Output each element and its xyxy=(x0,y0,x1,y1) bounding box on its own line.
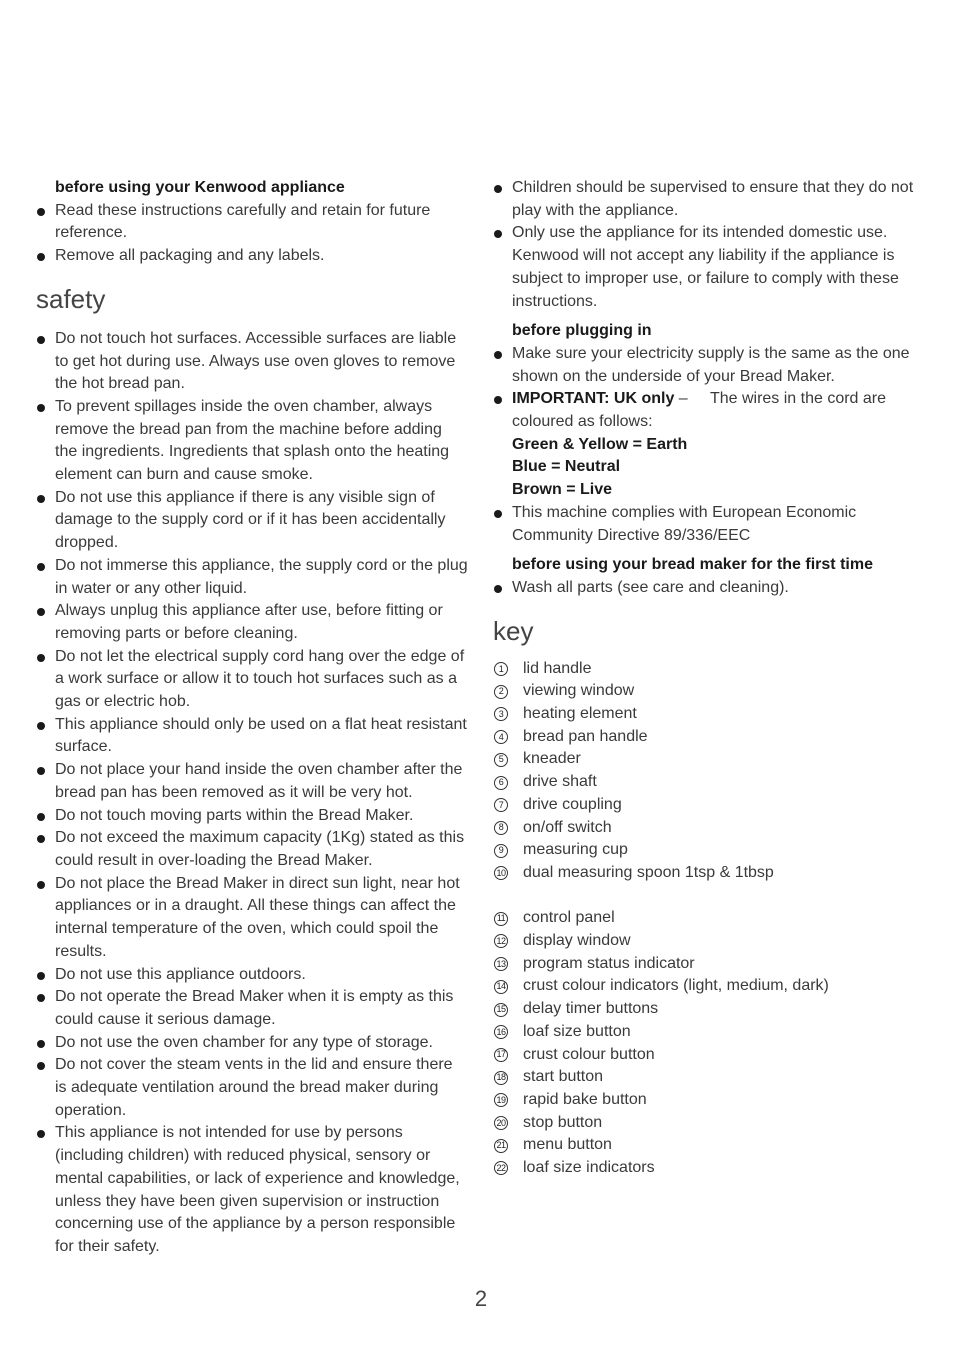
list-item xyxy=(493,222,925,313)
key-number-icon: 13 xyxy=(494,957,508,971)
key-number-icon: 10 xyxy=(494,866,508,880)
key-label: control panel xyxy=(523,909,615,927)
key-number-icon: 16 xyxy=(494,1025,508,1039)
first-time-heading: before using your bread maker for the first time xyxy=(512,556,873,574)
bullet-icon xyxy=(37,563,45,571)
bullet-icon xyxy=(37,972,45,980)
key-number-icon: 17 xyxy=(494,1048,508,1062)
bullet-icon xyxy=(37,835,45,843)
bullet-icon xyxy=(37,722,45,730)
list-item-text: Do not cover the steam vents in the lid and ensure there is adequate ventilation around the bread maker during operation. xyxy=(55,1056,453,1119)
key-label: viewing window xyxy=(523,682,635,700)
list-item-text: Do not touch hot surfaces. Accessible surfaces are liable to get hot during use. Always use oven gloves to remove the hot bread pan. xyxy=(55,329,457,393)
bullet-icon xyxy=(37,608,45,616)
key-item xyxy=(493,862,925,885)
key-item xyxy=(493,703,925,726)
key-number-icon: 4 xyxy=(494,730,508,744)
bullet-icon xyxy=(37,767,45,775)
key-number-icon: 1 xyxy=(494,662,508,676)
key-item xyxy=(493,726,925,749)
key-number-icon: 5 xyxy=(494,753,508,767)
key-label: lid handle xyxy=(523,659,592,677)
safety-list xyxy=(36,328,468,1259)
key-number-icon: 20 xyxy=(494,1116,508,1130)
list-item xyxy=(36,487,468,555)
bullet-icon xyxy=(494,396,502,404)
key-label: stop button xyxy=(523,1113,603,1131)
list-item xyxy=(36,396,468,487)
key-label: program status indicator xyxy=(523,954,695,972)
key-number-icon: 2 xyxy=(494,685,508,699)
important-dash: – xyxy=(674,390,688,408)
wire-live: Brown = Live xyxy=(512,481,613,499)
key-number-icon: 21 xyxy=(494,1139,508,1153)
bullet-icon xyxy=(37,253,45,261)
list-item-text: Do not place the Bread Maker in direct sun light, near hot appliances or in a draught. All these things can affect the internal temperature of the oven, which could spoil the results. xyxy=(55,874,460,960)
key-list-gap xyxy=(493,885,925,908)
list-item-text: Read these instructions carefully and retain for future reference. xyxy=(55,201,431,242)
key-item xyxy=(493,1021,925,1044)
key-number-icon: 3 xyxy=(494,707,508,721)
bullet-icon xyxy=(494,351,502,359)
bullet-icon xyxy=(494,510,502,518)
intro-heading: before using your Kenwood appliance xyxy=(55,179,345,196)
key-label: bread pan handle xyxy=(523,727,648,745)
bullet-icon xyxy=(494,230,502,238)
key-item xyxy=(493,975,925,998)
bullet-icon xyxy=(37,654,45,662)
key-label: crust colour button xyxy=(523,1045,655,1063)
key-item xyxy=(493,748,925,771)
list-item-text: Remove all packaging and any labels. xyxy=(55,247,325,265)
key-label: measuring cup xyxy=(523,841,628,859)
key-item xyxy=(493,953,925,976)
key-label: rapid bake button xyxy=(523,1091,647,1108)
key-label: crust colour indicators (light, medium, dark) xyxy=(523,977,829,995)
key-label: drive coupling xyxy=(523,795,622,813)
key-number-icon: 22 xyxy=(494,1161,508,1175)
key-label: loaf size button xyxy=(523,1022,631,1040)
bullet-icon xyxy=(37,1130,45,1138)
list-item-text: Do not immerse this appliance, the supply cord or the plug in water or any other liquid. xyxy=(55,556,468,597)
list-item-text: This appliance should only be used on a flat heat resistant surface. xyxy=(55,715,467,756)
bullet-icon xyxy=(37,404,45,412)
list-item-text: Do not operate the Bread Maker when it is empty as this could cause it serious damage. xyxy=(55,988,454,1028)
list-item xyxy=(493,388,925,433)
key-item xyxy=(493,839,925,862)
key-item xyxy=(493,1134,925,1157)
key-number-icon: 18 xyxy=(494,1071,508,1085)
list-item xyxy=(36,600,468,645)
list-item xyxy=(36,986,468,1031)
key-item xyxy=(493,1044,925,1067)
safety-title: safety xyxy=(36,283,106,314)
list-item xyxy=(36,555,468,600)
list-item-text: Do not use this appliance outdoors. xyxy=(55,965,306,983)
bullet-icon xyxy=(37,1062,45,1070)
key-list xyxy=(493,658,925,885)
list-item xyxy=(493,577,925,600)
list-item-text: This appliance is not intended for use by persons (including children) with reduced physical, sensory or mental capabilities, or lack of experience and knowledge, unless they have been given supervision or instruction concerning use of the appliance by a person responsible for their safety. xyxy=(55,1124,460,1255)
list-item xyxy=(36,964,468,987)
key-number-icon: 12 xyxy=(494,934,508,948)
key-title: key xyxy=(493,615,534,646)
bullet-icon xyxy=(37,813,45,821)
left-column xyxy=(36,177,468,1259)
key-number-icon: 8 xyxy=(494,821,508,835)
important-label: IMPORTANT: UK only xyxy=(512,390,675,408)
key-label: on/off switch xyxy=(523,818,612,836)
list-item xyxy=(36,245,468,268)
key-item xyxy=(493,771,925,794)
list-item xyxy=(36,714,468,759)
key-item xyxy=(493,1112,925,1135)
bullet-icon xyxy=(37,1040,45,1048)
key-label: display window xyxy=(523,932,631,950)
key-list xyxy=(493,907,925,1179)
list-item-text: To prevent spillages inside the oven chamber, always remove the bread pan from the machine before adding the ingredients. Ingredients that splash onto the heating element can burn and cause smoke. xyxy=(55,397,450,484)
list-item-text: Do not let the electrical supply cord hang over the edge of a work surface or allow it to touch hot surfaces such as a gas or electric hob. xyxy=(55,647,465,711)
key-number-icon: 15 xyxy=(494,1003,508,1017)
key-item xyxy=(493,907,925,930)
list-item-text: Make sure your electricity supply is the same as the one shown on the underside of your Bread Maker. xyxy=(512,344,910,385)
first-time-list xyxy=(493,577,925,600)
list-item xyxy=(36,1032,468,1055)
plugging-heading: before plugging in xyxy=(512,322,652,340)
list-item xyxy=(493,343,925,388)
list-item xyxy=(493,177,925,222)
key-item xyxy=(493,998,925,1021)
bullet-icon xyxy=(37,994,45,1002)
key-item xyxy=(493,658,925,681)
list-item-text: Wash all parts (see care and cleaning). xyxy=(512,578,789,596)
bullet-icon xyxy=(494,585,502,593)
list-item-text: Do not exceed the maximum capacity (1Kg) stated as this could result in over-loading the Bread Maker. xyxy=(55,829,465,869)
list-item xyxy=(36,1054,468,1122)
directive-list xyxy=(493,502,925,547)
list-item xyxy=(36,759,468,804)
list-item xyxy=(36,200,468,245)
plugging-list xyxy=(493,343,925,434)
key-number-icon: 9 xyxy=(494,844,508,858)
key-label: heating element xyxy=(523,705,637,723)
list-item-text: Do not use the oven chamber for any type of storage. xyxy=(55,1033,433,1051)
list-item-text: This machine complies with European Economic Community Directive 89/336/EEC xyxy=(512,503,857,544)
list-item xyxy=(36,805,468,828)
wire-earth: Green & Yellow = Earth xyxy=(512,435,688,453)
bullet-icon xyxy=(37,495,45,503)
key-label: start button xyxy=(523,1068,604,1086)
list-item xyxy=(36,827,468,872)
key-label: dual measuring spoon 1tsp & 1tbsp xyxy=(523,863,774,881)
bullet-icon xyxy=(37,881,45,889)
list-item-text: Do not place your hand inside the oven chamber after the bread pan has been removed as it will be very hot. xyxy=(55,761,463,801)
bullet-icon xyxy=(37,208,45,216)
key-number-icon: 7 xyxy=(494,798,508,812)
key-label: drive shaft xyxy=(523,773,597,791)
important-text: The wires in the cord are coloured as follows: xyxy=(512,390,887,431)
bullet-icon xyxy=(494,185,502,193)
list-item xyxy=(493,502,925,547)
right-top-list xyxy=(493,177,925,313)
list-item-text: Do not touch moving parts within the Bread Maker. xyxy=(55,806,414,824)
intro-list xyxy=(36,200,468,268)
key-item xyxy=(493,794,925,817)
wire-neutral: Blue = Neutral xyxy=(512,458,621,476)
key-label: menu button xyxy=(523,1136,612,1154)
key-label: kneader xyxy=(523,750,581,768)
list-item xyxy=(36,873,468,964)
key-item xyxy=(493,1066,925,1089)
key-item xyxy=(493,930,925,953)
key-number-icon: 19 xyxy=(494,1093,508,1107)
key-item xyxy=(493,1157,925,1180)
list-item-text: Always unplug this appliance after use, before fitting or removing parts or before cleaning. xyxy=(55,602,443,642)
key-item xyxy=(493,817,925,840)
list-item-text: Do not use this appliance if there is any visible sign of damage to the supply cord or if it has been accidentally dropped. xyxy=(55,488,446,552)
list-item-text: Only use the appliance for its intended domestic use. Kenwood will not accept any liability if the appliance is subject to improper use, or failure to comply with these instructions. xyxy=(512,224,899,310)
key-number-icon: 14 xyxy=(494,980,508,994)
key-item xyxy=(493,680,925,703)
list-item xyxy=(36,1122,468,1258)
key-label: loaf size indicators xyxy=(523,1159,655,1177)
list-item xyxy=(36,328,468,396)
list-item xyxy=(36,646,468,714)
key-item xyxy=(493,1089,925,1112)
key-number-icon: 11 xyxy=(494,912,508,926)
key-number-icon: 6 xyxy=(494,776,508,790)
key-label: delay timer buttons xyxy=(523,1000,659,1018)
list-item-text: Children should be supervised to ensure that they do not play with the appliance. xyxy=(512,179,914,219)
right-column xyxy=(493,177,925,1180)
bullet-icon xyxy=(37,336,45,344)
page-number: 2 xyxy=(474,1286,488,1311)
